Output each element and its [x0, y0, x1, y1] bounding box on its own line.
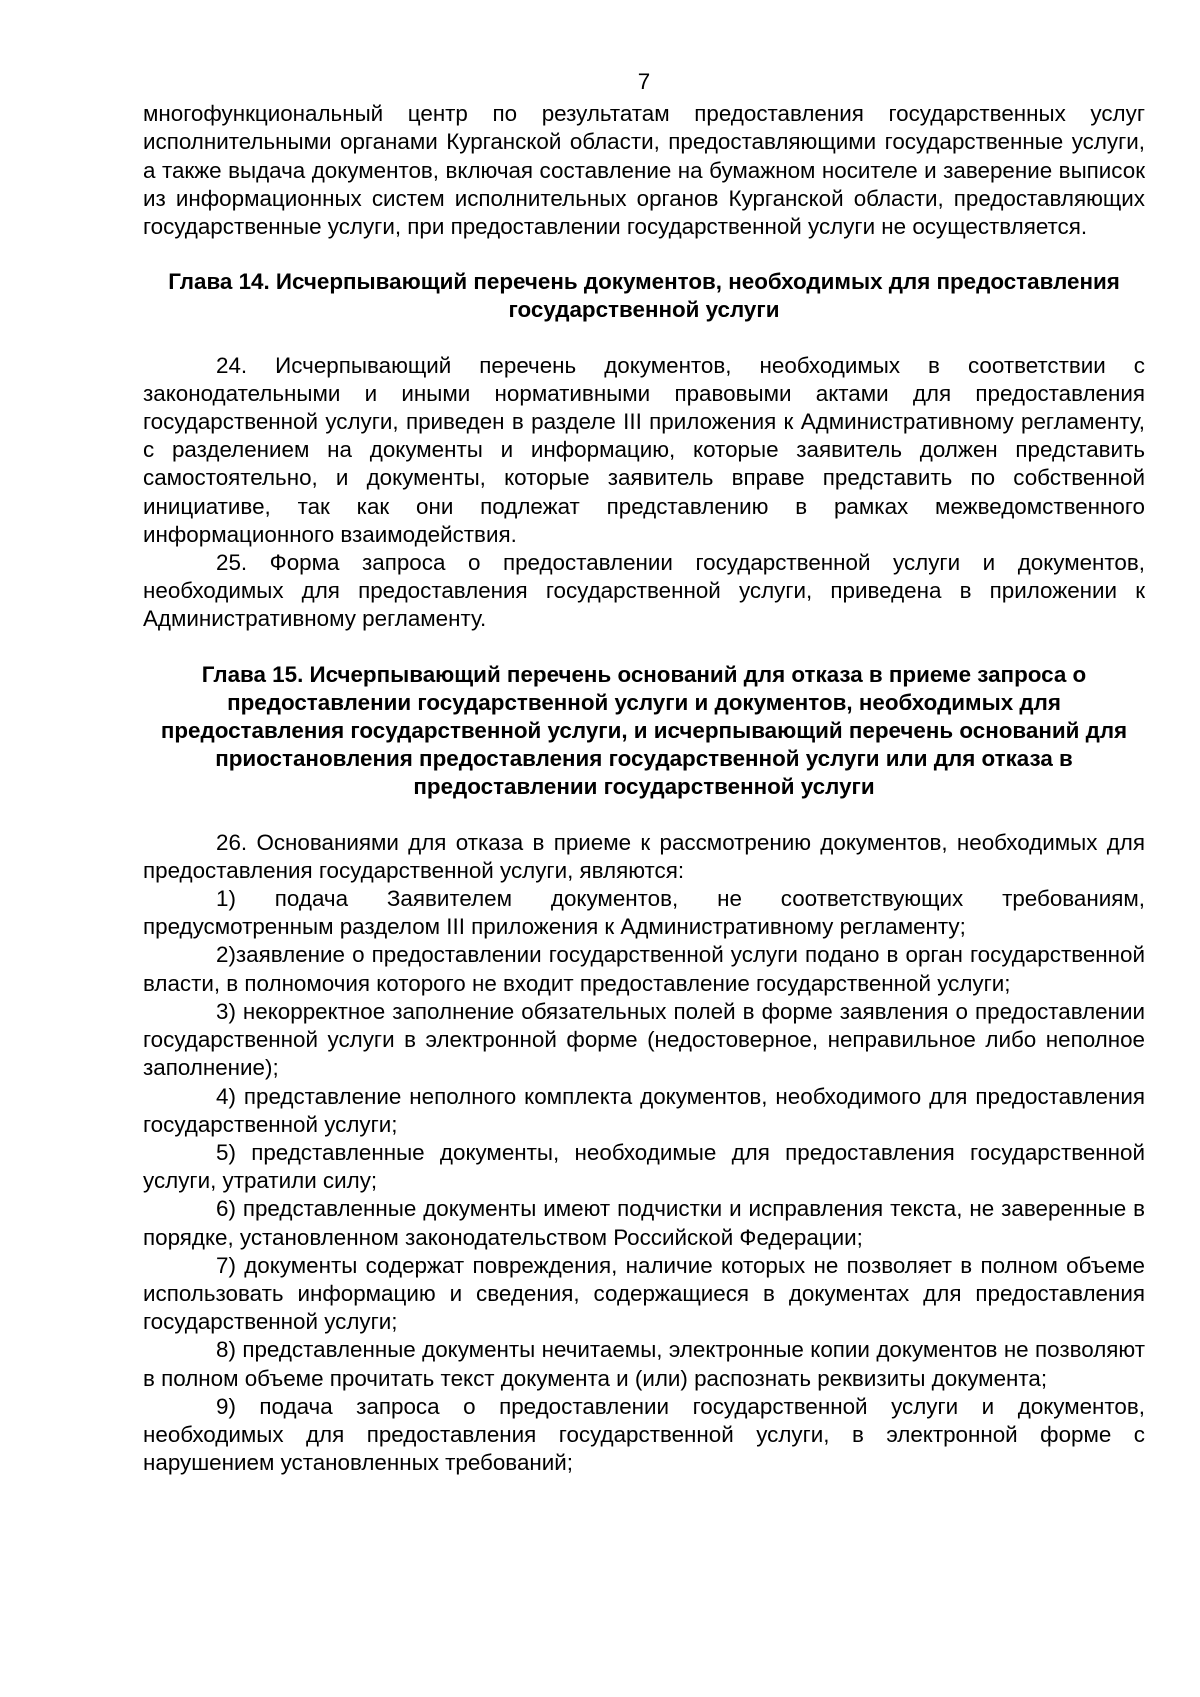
paragraph-25: 25. Форма запроса о предоставлении государственной услуги и документов, необходимых для предоставления государственной услуги, приведена в приложении к Административному регламенту.: [143, 550, 1145, 632]
list-item-2: 2)заявление о предоставлении государственной услуги подано в орган государственной власти, в полномочия которого не входит предоставление государственной услуги;: [143, 942, 1145, 996]
list-item-8: 8) представленные документы нечитаемы, электронные копии документов не позволяют в полном объеме прочитать текст документа и (или) распознать реквизиты документа;: [143, 1337, 1145, 1391]
list-item-7: 7) документы содержат повреждения, наличие которых не позволяет в полном объеме использовать информацию и сведения, содержащиеся в документах для предоставления государственной услуги;: [143, 1252, 1145, 1335]
page-number: 7: [637, 69, 651, 94]
list-item-6: 6) представленные документы имеют подчистки и исправления текста, не заверенные в порядке, установленном законодательством Российской Федерации;: [143, 1196, 1145, 1250]
intro-paragraph: многофункциональный центр по результатам предоставления государственных услуг исполнительными органами Курганской области, предоставляющими государственные услуги, а также выдача документов, включая составление на бумажном носителе и заверение выписок из информационных систем исполнительных органов Курганской области, предоставляющих государственные услуги, при предоставлении государственной услуги не осуществляется.: [143, 101, 1145, 240]
paragraph-26: 26. Основаниями для отказа в приеме к рассмотрению документов, необходимых для предоставления государственной услуги, являются:: [143, 829, 1145, 883]
list-item-4: 4) представление неполного комплекта документов, необходимого для предоставления государственной услуги;: [143, 1083, 1145, 1137]
list-item-3: 3) некорректное заполнение обязательных полей в форме заявления о предоставлении государственной услуги в электронной форме (недостоверное, неправильное либо неполное заполнение);: [143, 998, 1145, 1081]
document-page: [143, 68, 1145, 1477]
chapter-15-heading: Глава 15. Исчерпывающий перечень оснований для отказа в приеме запроса о предоставлении государственной услуги и документов, необходимых для предоставления государственной услуги, и исчерпывающий перечень оснований для приостановления предоставления государственной услуги или для отказа в предоставлении государственной услуги: [160, 661, 1128, 800]
chapter-14-heading: Глава 14. Исчерпывающий перечень документов, необходимых для предоставления государственной услуги: [168, 269, 1120, 323]
list-item-9: 9) подача запроса о предоставлении государственной услуги и документов, необходимых для предоставления государственной услуги, в электронной форме с нарушением установленных требований;: [143, 1393, 1145, 1476]
list-item-1: 1) подача Заявителем документов, не соответствующих требованиям, предусмотренным разделом III приложения к Административному регламенту;: [143, 886, 1145, 940]
paragraph-24: 24. Исчерпывающий перечень документов, необходимых в соответствии с законодательными и иными нормативными правовыми актами для предоставления государственной услуги, приведен в разделе III приложения к Административному регламенту, с разделением на документы и информацию, которые заявитель должен представить самостоятельно, и документы, которые заявитель вправе представить по собственной инициативе, так как они подлежат представлению в рамках межведомственного информационного взаимодействия.: [143, 352, 1145, 547]
list-item-5: 5) представленные документы, необходимые для предоставления государственной услуги, утратили силу;: [143, 1139, 1145, 1194]
